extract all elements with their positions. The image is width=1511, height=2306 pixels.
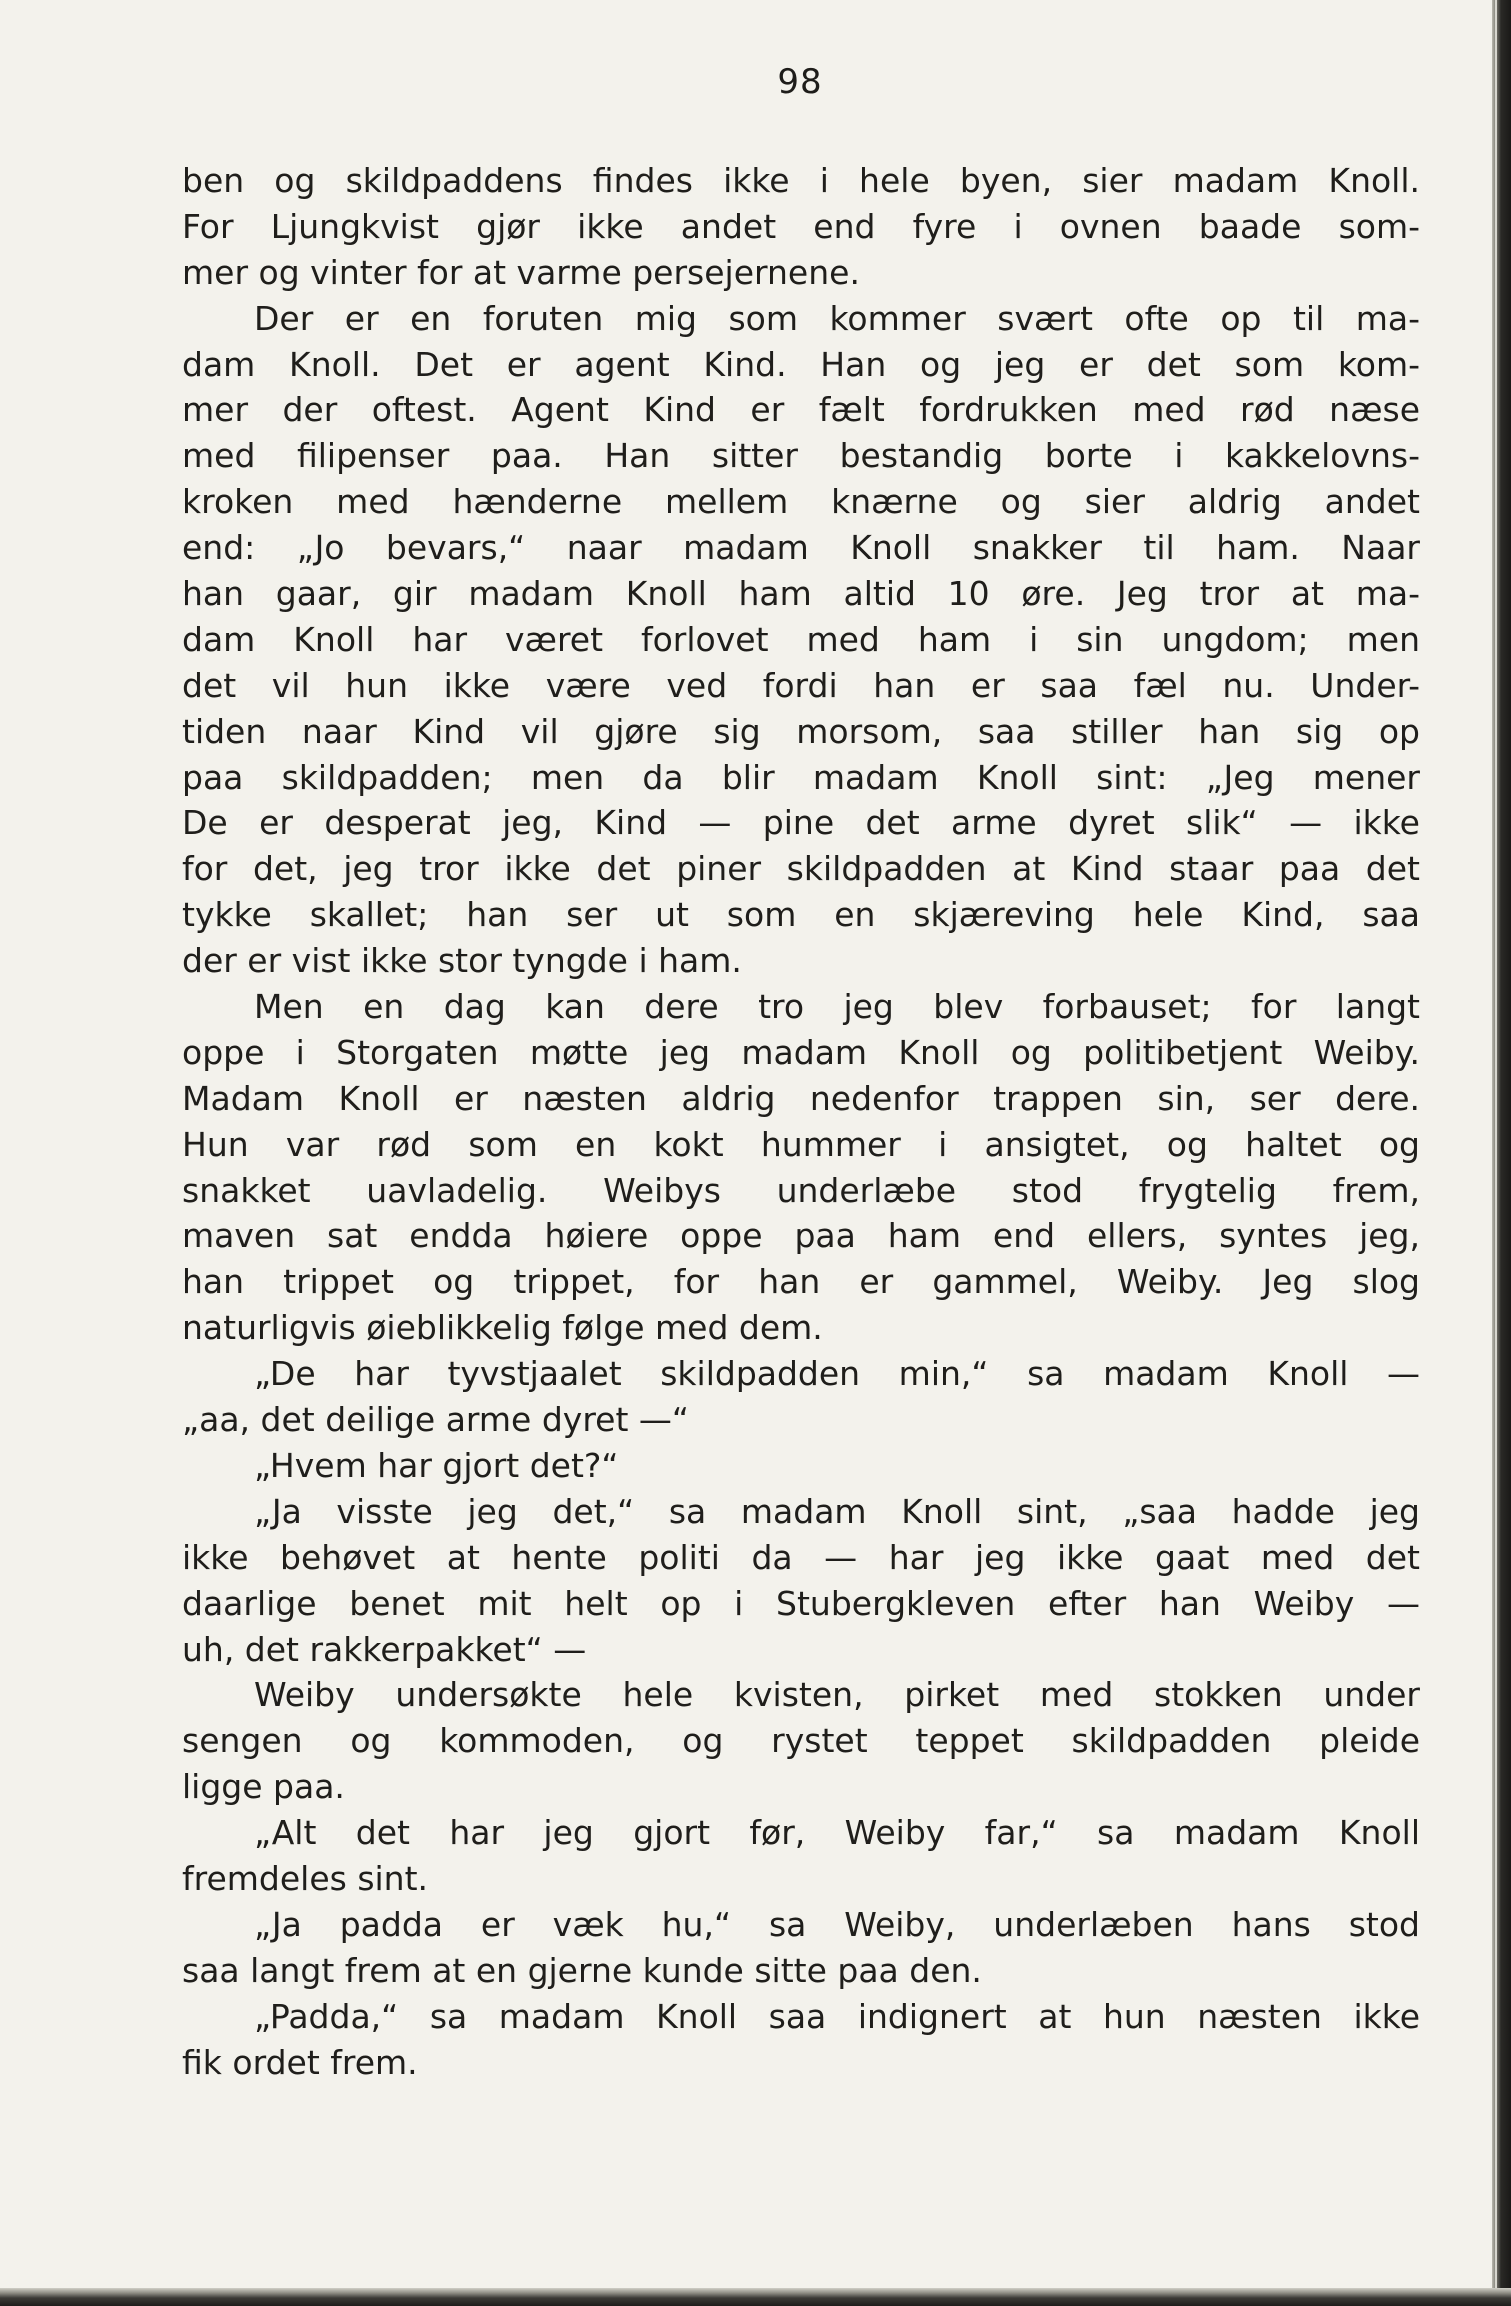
page-edge-bottom <box>0 2288 1511 2306</box>
text-line: med filipenser paa. Han sitter bestandig borte i kakkelovns- <box>182 436 1420 476</box>
text-line: „Ja visste jeg det,“ sa madam Knoll sint, „saa hadde jeg <box>254 1491 1420 1531</box>
text-line: tiden naar Kind vil gjøre sig morsom, saa stiller han sig op <box>182 711 1420 751</box>
text-line: mer og vinter for at varme persejernene. <box>182 252 860 292</box>
body-text <box>182 158 1420 2085</box>
text-line: For Ljungkvist gjør ikke andet end fyre i ovnen baade som- <box>182 206 1420 246</box>
text-line: De er desperat jeg, Kind — pine det arme dyret slik“ — ikke <box>182 803 1420 843</box>
text-line: „aa, det deilige arme dyret —“ <box>182 1400 689 1440</box>
text-line: Weiby undersøkte hele kvisten, pirket med stokken under <box>254 1675 1420 1715</box>
text-line: sengen og kommoden, og rystet teppet skildpadden pleide <box>182 1721 1420 1761</box>
text-line: det vil hun ikke være ved fordi han er saa fæl nu. Under- <box>182 665 1420 705</box>
text-line: fremdeles sint. <box>182 1858 429 1898</box>
text-line: maven sat endda høiere oppe paa ham end ellers, syntes jeg, <box>182 1216 1420 1256</box>
text-line: oppe i Storgaten møtte jeg madam Knoll og politibetjent Weiby. <box>182 1032 1420 1072</box>
text-line: saa langt frem at en gjerne kunde sitte paa den. <box>182 1950 982 1990</box>
text-line: mer der oftest. Agent Kind er fælt fordrukken med rød næse <box>182 390 1420 430</box>
text-line: „De har tyvstjaalet skildpadden min,“ sa madam Knoll — <box>254 1354 1420 1394</box>
text-line: paa skildpadden; men da blir madam Knoll sint: „Jeg mener <box>182 757 1420 797</box>
text-line: der er vist ikke stor tyngde i ham. <box>182 941 742 981</box>
text-line: „Padda,“ sa madam Knoll saa indignert at hun næsten ikke <box>254 1996 1420 2036</box>
text-line: naturligvis øieblikkelig følge med dem. <box>182 1308 823 1348</box>
text-line: han trippet og trippet, for han er gammel, Weiby. Jeg slog <box>182 1262 1420 1302</box>
text-line: „Ja padda er væk hu,“ sa Weiby, underlæben hans stod <box>254 1904 1420 1944</box>
text-line: ligge paa. <box>182 1767 345 1807</box>
text-line: tykke skallet; han ser ut som en skjæreving hele Kind, saa <box>182 895 1420 935</box>
text-line: kroken med hænderne mellem knærne og sier aldrig andet <box>182 482 1420 522</box>
page-edge-right <box>1492 0 1511 2306</box>
text-line: Madam Knoll er næsten aldrig nedenfor trappen sin, ser dere. <box>182 1078 1420 1118</box>
text-line: ben og skildpaddens findes ikke i hele byen, sier madam Knoll. <box>182 161 1420 200</box>
text-line: end: „Jo bevars,“ naar madam Knoll snakker til ham. Naar <box>182 528 1420 568</box>
page-number: 98 <box>777 62 823 102</box>
text-line: snakket uavladelig. Weibys underlæbe stod frygtelig frem, <box>182 1170 1420 1210</box>
text-line: uh, det rakkerpakket“ — <box>182 1629 587 1669</box>
text-line: ikke behøvet at hente politi da — har jeg ikke gaat med det <box>182 1537 1420 1577</box>
text-line: dam Knoll har været forlovet med ham i sin ungdom; men <box>182 619 1420 659</box>
text-line: han gaar, gir madam Knoll ham altid 10 øre. Jeg tror at ma- <box>182 574 1420 614</box>
text-line: fik ordet frem. <box>182 2042 418 2082</box>
text-line: for det, jeg tror ikke det piner skildpadden at Kind staar paa det <box>182 849 1420 889</box>
text-line: „Alt det har jeg gjort før, Weiby far,“ sa madam Knoll <box>254 1813 1420 1853</box>
text-line: Men en dag kan dere tro jeg blev forbauset; for langt <box>254 987 1420 1027</box>
text-line: daarlige benet mit helt op i Stubergkleven efter han Weiby — <box>182 1583 1420 1623</box>
text-line: dam Knoll. Det er agent Kind. Han og jeg er det som kom- <box>182 344 1420 384</box>
text-line: Hun var rød som en kokt hummer i ansigtet, og haltet og <box>182 1124 1420 1164</box>
text-line: Der er en foruten mig som kommer svært ofte op til ma- <box>254 298 1420 338</box>
text-line: „Hvem har gjort det?“ <box>254 1445 619 1485</box>
